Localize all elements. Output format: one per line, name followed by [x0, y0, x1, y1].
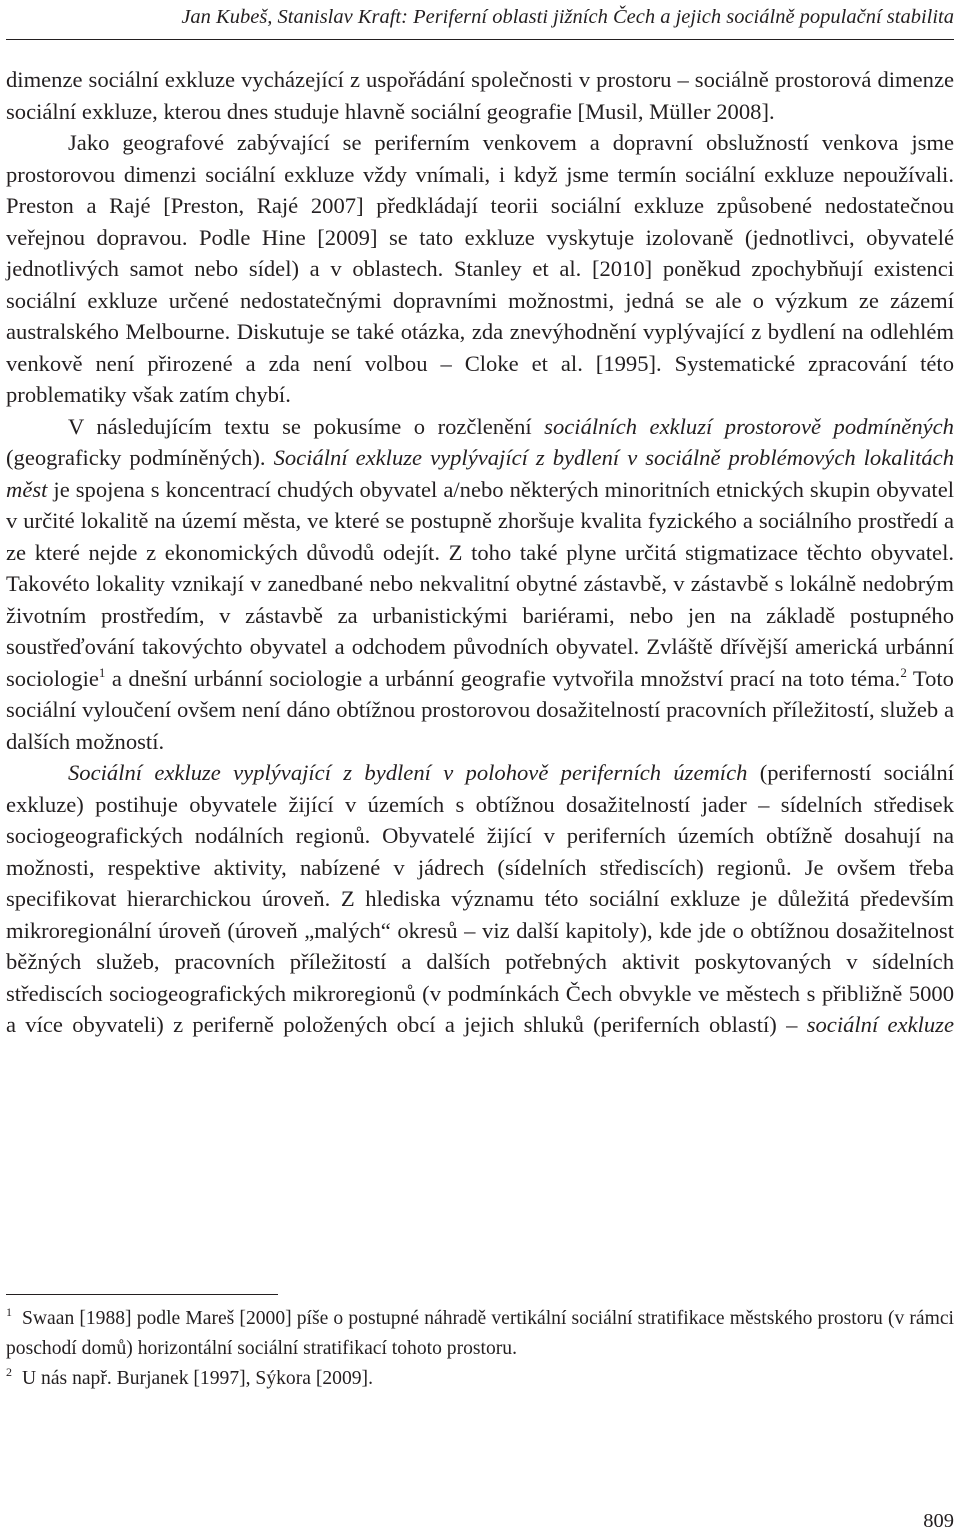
paragraph-text: je spojena s koncentrací chudých obyvatel a/nebo některých minoritních etnických skupin obyvatel v určité lokalitě na území města, ve které se postupně zhoršuje kvalita fyzického a sociálního prostředí a ze které nejde z ekonomických důvodů odejít. Z toho také plyne určitá stigmatizace těchto obyvatel. Takovéto lokality vznikají v zanedbané nebo nekvalitní obytné zástavbě, v zástavbě s lokálně nedobrým životním prostředím, v zástavbě za urbanistickými bariérami, nebo jen na základě postupného soustřeďování takovýchto obyvatel a odchodem původních obyvatel. Zvláště dřívější americká urbánní sociologie	[6, 476, 954, 691]
paragraph-text: V následujícím textu se pokusíme o rozčlenění	[68, 413, 545, 439]
running-head: Jan Kubeš, Stanislav Kraft: Periferní oblasti jižních Čech a jejich sociálně populační stabilita	[181, 6, 954, 28]
footnote-ref-1[interactable]: 1	[98, 664, 106, 680]
footnote-text: U nás např. Burjanek [1997], Sýkora [2009].	[22, 1368, 373, 1389]
body-text	[6, 64, 954, 1041]
page-number: 809	[923, 1510, 954, 1532]
footnote-text: Swaan [1988] podle Mareš [2000] píše o postupné náhradě vertikální sociální stratifikace městského prostoru (v rámci poschodí domů) horizontální sociální stratifikací tohoto prostoru.	[6, 1308, 954, 1359]
italic-term: sociálních exkluzí prostorově podmíněných	[544, 413, 954, 439]
paragraph-text: Toto sociální vyloučení ovšem není dáno obtížnou prostorovou dosažitelností pracovních příležitostí, služeb a dalších možností.	[6, 665, 954, 754]
footnotes	[6, 1304, 954, 1394]
paragraph-text: (geograficky podmíněných).	[6, 445, 274, 470]
paragraph-text: a dnešní urbánní sociologie a urbánní geografie vytvořila množství prací na toto téma.	[105, 665, 901, 691]
paragraph-spatial-exclusion-types	[6, 411, 954, 758]
italic-term: sociální exkluze	[806, 1012, 955, 1037]
paragraph-text: (periferností sociální exkluze) postihuje obyvatele žijící v územích s obtížnou dosažitelností jader – sídelních středisek sociogeografických nodálních regionů. Obyvatelé žijící v periferních územích obtížně dosahují na možnosti, respektive aktivity, nabízené v jádrech (sídelních střediscích) regionů. Je ovšem třeba specifikovat hierarchickou úroveň. Z hlediska významu této sociální exkluze je důležitá především mikroregionální úroveň (úroveň „malých“ okresů – viz další kapitoly), kde jde o obtížnou dosažitelnost běžných služeb, pracovních příležitostí a dalších potřebných aktivit poskytovaných v sídelních střediscích sociogeografických mikroregionů (v podmínkách Čech obvykle ve městech s přibližně 5000 a více obyvateli) z periferně položených obcí a jejich shluků (periferních oblastí) –	[6, 760, 954, 1037]
footnote-1	[6, 1304, 954, 1364]
footnote-2	[6, 1364, 954, 1394]
paragraph-transport-exclusion: Jako geografové zabývající se periferním venkovem a dopravní obslužností venkova jsme prostorovou dimenzi sociální exkluze vždy vnímali, i když jsme termín sociální exkluze nepoužívali. Preston a Rajé [Preston, Rajé 2007] předkládají teorii sociální exkluze způsobené nedostatečnou veřejnou dopravou. Podle Hine [2009] se tato exkluze vyskytuje izolovaně (jednotlivci, obyvatelé jednotlivých samot nebo sídel) a v oblastech. Stanley et al. [2010] poněkud zpochybňují existenci sociální exkluze určené nedostatečnými dopravními možnostmi, jedná se ale o výzkum ze zázemí australského Melbourne. Diskutuje se také otázka, zda znevýhodnění vyplývající z bydlení na odlehlém venkově není přirozené a zda není volbou – Cloke et al. [1995]. Systematické zpracování této problematiky však zatím chybí.	[6, 130, 954, 407]
footnote-rule	[6, 1294, 278, 1295]
paragraph-peripheral-exclusion	[6, 757, 954, 1041]
paragraph-continuation: dimenze sociální exkluze vycházející z uspořádání společnosti v prostoru – sociálně prostorová dimenze sociální exkluze, kterou dnes studuje hlavně sociální geografie [Musil, Müller 2008].	[6, 67, 954, 124]
italic-term: Sociální exkluze vyplývající z bydlení v polohově periferních územích	[68, 760, 748, 785]
footnote-number: 1	[6, 1305, 12, 1319]
footnote-ref-2[interactable]: 2	[900, 664, 907, 680]
footnote-number: 2	[6, 1365, 12, 1379]
italic-term: Sociální exkluze vyplývající z bydlení v sociálně problémových lokalitách měst	[6, 445, 954, 502]
header-rule	[6, 39, 954, 40]
